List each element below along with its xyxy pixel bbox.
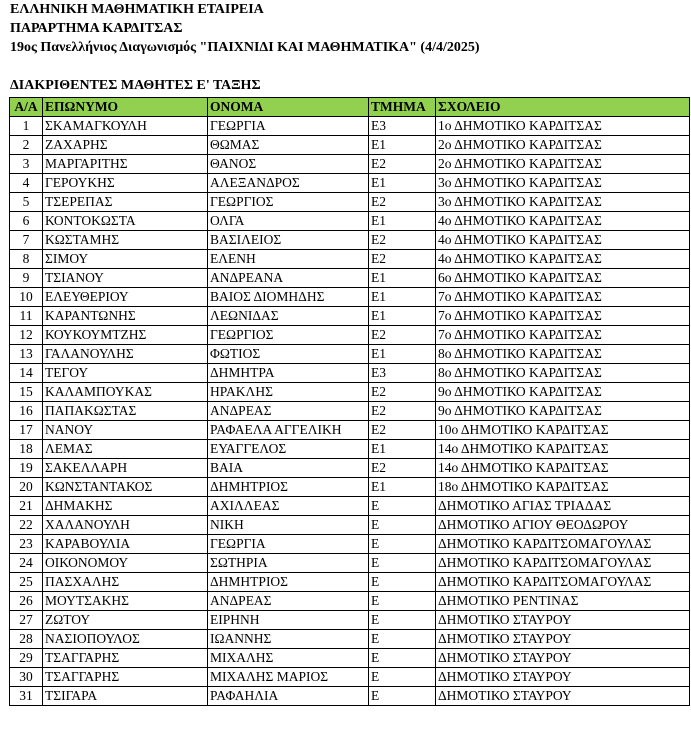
table-header-row <box>10 98 690 117</box>
table-row <box>10 117 690 136</box>
cell-school: ΔΗΜΟΤΙΚΟ ΑΓΙΑΣ ΤΡΙΑΔΑΣ <box>436 497 690 516</box>
cell-school: ΔΗΜΟΤΙΚΟ ΣΤΑΥΡΟΥ <box>436 649 690 668</box>
cell-surname: ΤΣΑΓΓΑΡΗΣ <box>43 668 208 687</box>
branch-title: ΠΑΡΑΡΤΗΜΑ ΚΑΡΔΙΤΣΑΣ <box>10 21 183 36</box>
cell-surname: ΚΩΣΤΑΜΗΣ <box>43 231 208 250</box>
column-header-name: ΟΝΟΜΑ <box>208 98 369 117</box>
cell-name: ΘΩΜΑΣ <box>208 136 369 155</box>
cell-surname: ΣΑΚΕΛΛΑΡΗ <box>43 459 208 478</box>
cell-surname: ΓΑΛΑΝΟΥΛΗΣ <box>43 345 208 364</box>
table-row <box>10 212 690 231</box>
cell-name: ΔΗΜΗΤΡΑ <box>208 364 369 383</box>
cell-class: Ε1 <box>369 307 436 326</box>
cell-name: ΛΕΩΝΙΔΑΣ <box>208 307 369 326</box>
cell-surname: ΛΕΜΑΣ <box>43 440 208 459</box>
cell-class: Ε3 <box>369 117 436 136</box>
cell-class: Ε <box>369 554 436 573</box>
cell-class: Ε <box>369 516 436 535</box>
cell-school: 14ο ΔΗΜΟΤΙΚΟ ΚΑΡΔΙΤΣΑΣ <box>436 459 690 478</box>
cell-class: Ε2 <box>369 193 436 212</box>
cell-school: 4ο ΔΗΜΟΤΙΚΟ ΚΑΡΔΙΤΣΑΣ <box>436 212 690 231</box>
cell-class: Ε1 <box>369 440 436 459</box>
cell-surname: ΕΛΕΥΘΕΡΙΟΥ <box>43 288 208 307</box>
cell-aa: 18 <box>10 440 43 459</box>
cell-school: 9ο ΔΗΜΟΤΙΚΟ ΚΑΡΔΙΤΣΑΣ <box>436 402 690 421</box>
cell-class: Ε <box>369 497 436 516</box>
cell-surname: ΠΑΣΧΑΛΗΣ <box>43 573 208 592</box>
cell-surname: ΤΣΑΓΓΑΡΗΣ <box>43 649 208 668</box>
cell-name: ΓΕΩΡΓΙΑ <box>208 117 369 136</box>
cell-class: Ε <box>369 592 436 611</box>
column-header-school: ΣΧΟΛΕΙΟ <box>436 98 690 117</box>
cell-school: 4ο ΔΗΜΟΤΙΚΟ ΚΑΡΔΙΤΣΑΣ <box>436 231 690 250</box>
cell-aa: 31 <box>10 687 43 706</box>
cell-school: 10ο ΔΗΜΟΤΙΚΟ ΚΑΡΔΙΤΣΑΣ <box>436 421 690 440</box>
cell-class: Ε <box>369 630 436 649</box>
cell-name: ΡΑΦΑΗΛΙΑ <box>208 687 369 706</box>
cell-name: ΝΙΚΗ <box>208 516 369 535</box>
table-row <box>10 478 690 497</box>
cell-class: Ε2 <box>369 383 436 402</box>
cell-name: ΒΑΣΙΛΕΙΟΣ <box>208 231 369 250</box>
cell-school: 1ο ΔΗΜΟΤΙΚΟ ΚΑΡΔΙΤΣΑΣ <box>436 117 690 136</box>
organization-title: ΕΛΛΗΝΙΚΗ ΜΑΘΗΜΑΤΙΚΗ ΕΤΑΙΡΕΙΑ <box>10 2 264 17</box>
table-row <box>10 421 690 440</box>
cell-class: Ε1 <box>369 136 436 155</box>
cell-class: Ε1 <box>369 174 436 193</box>
cell-school: 3ο ΔΗΜΟΤΙΚΟ ΚΑΡΔΙΤΣΑΣ <box>436 193 690 212</box>
cell-class: Ε <box>369 687 436 706</box>
cell-name: ΑΝΔΡΕΑΝΑ <box>208 269 369 288</box>
table-row <box>10 231 690 250</box>
cell-aa: 7 <box>10 231 43 250</box>
cell-class: Ε <box>369 573 436 592</box>
cell-name: ΗΡΑΚΛΗΣ <box>208 383 369 402</box>
cell-surname: ΓΕΡΟΥΚΗΣ <box>43 174 208 193</box>
cell-surname: ΖΑΧΑΡΗΣ <box>43 136 208 155</box>
cell-class: Ε2 <box>369 421 436 440</box>
table-row <box>10 573 690 592</box>
table-row <box>10 440 690 459</box>
table-row <box>10 649 690 668</box>
table-row <box>10 402 690 421</box>
cell-class: Ε <box>369 535 436 554</box>
cell-name: ΒΑΙΟΣ ΔΙΟΜΗΔΗΣ <box>208 288 369 307</box>
cell-name: ΡΑΦΑΕΛΑ ΑΓΓΕΛΙΚΗ <box>208 421 369 440</box>
cell-name: ΑΝΔΡΕΑΣ <box>208 402 369 421</box>
cell-school: 18ο ΔΗΜΟΤΙΚΟ ΚΑΡΔΙΤΣΑΣ <box>436 478 690 497</box>
table-body <box>10 117 690 706</box>
cell-class: Ε2 <box>369 402 436 421</box>
cell-surname: ΣΚΑΜΑΓΚΟΥΛΗ <box>43 117 208 136</box>
cell-surname: ΝΑΝΟΥ <box>43 421 208 440</box>
cell-name: ΓΕΩΡΓΙΟΣ <box>208 193 369 212</box>
cell-class: Ε3 <box>369 364 436 383</box>
table-row <box>10 630 690 649</box>
cell-school: ΔΗΜΟΤΙΚΟ ΣΤΑΥΡΟΥ <box>436 668 690 687</box>
cell-class: Ε2 <box>369 155 436 174</box>
table-row <box>10 307 690 326</box>
table-row <box>10 459 690 478</box>
table-row <box>10 611 690 630</box>
cell-surname: ΔΗΜΑΚΗΣ <box>43 497 208 516</box>
column-header-aa: Α/Α <box>10 98 43 117</box>
cell-surname: ΚΑΛΑΜΠΟΥΚΑΣ <box>43 383 208 402</box>
cell-class: Ε <box>369 668 436 687</box>
cell-surname: ΚΟΥΚΟΥΜΤΖΗΣ <box>43 326 208 345</box>
cell-name: ΒΑΙΑ <box>208 459 369 478</box>
cell-name: ΑΛΕΞΑΝΔΡΟΣ <box>208 174 369 193</box>
cell-aa: 1 <box>10 117 43 136</box>
cell-name: ΑΧΙΛΛΕΑΣ <box>208 497 369 516</box>
section-title: ΔΙΑΚΡΙΘΕΝΤΕΣ ΜΑΘΗΤΕΣ Ε' ΤΑΞΗΣ <box>10 78 261 93</box>
cell-surname: ΜΟΥΤΣΑΚΗΣ <box>43 592 208 611</box>
cell-class: Ε1 <box>369 269 436 288</box>
cell-aa: 13 <box>10 345 43 364</box>
cell-aa: 25 <box>10 573 43 592</box>
cell-name: ΜΙΧΑΛΗΣ <box>208 649 369 668</box>
cell-aa: 10 <box>10 288 43 307</box>
cell-class: Ε1 <box>369 478 436 497</box>
table-row <box>10 383 690 402</box>
table-row <box>10 288 690 307</box>
cell-school: ΔΗΜΟΤΙΚΟ ΚΑΡΔΙΤΣΟΜΑΓΟΥΛΑΣ <box>436 554 690 573</box>
cell-name: ΔΗΜΗΤΡΙΟΣ <box>208 573 369 592</box>
cell-school: 7ο ΔΗΜΟΤΙΚΟ ΚΑΡΔΙΤΣΑΣ <box>436 288 690 307</box>
cell-school: ΔΗΜΟΤΙΚΟ ΑΓΙΟΥ ΘΕΟΔΩΡΟΥ <box>436 516 690 535</box>
table-row <box>10 668 690 687</box>
cell-surname: ΤΕΓΟΥ <box>43 364 208 383</box>
cell-aa: 23 <box>10 535 43 554</box>
cell-class: Ε2 <box>369 326 436 345</box>
table-row <box>10 326 690 345</box>
cell-aa: 21 <box>10 497 43 516</box>
cell-aa: 5 <box>10 193 43 212</box>
cell-name: ΦΩΤΙΟΣ <box>208 345 369 364</box>
cell-surname: ΣΙΜΟΥ <box>43 250 208 269</box>
results-table <box>9 97 690 706</box>
cell-class: Ε1 <box>369 345 436 364</box>
cell-name: ΟΛΓΑ <box>208 212 369 231</box>
cell-surname: ΠΑΠΑΚΩΣΤΑΣ <box>43 402 208 421</box>
table-row <box>10 269 690 288</box>
column-header-surname: ΕΠΩΝΥΜΟ <box>43 98 208 117</box>
table-row <box>10 136 690 155</box>
table-row <box>10 554 690 573</box>
cell-surname: ΧΑΛΑΝΟΥΛΗ <box>43 516 208 535</box>
cell-surname: ΟΙΚΟΝΟΜΟΥ <box>43 554 208 573</box>
cell-aa: 26 <box>10 592 43 611</box>
cell-school: 3ο ΔΗΜΟΤΙΚΟ ΚΑΡΔΙΤΣΑΣ <box>436 174 690 193</box>
cell-surname: ΤΣΕΡΕΠΑΣ <box>43 193 208 212</box>
cell-aa: 11 <box>10 307 43 326</box>
cell-name: ΓΕΩΡΓΙΟΣ <box>208 326 369 345</box>
cell-aa: 17 <box>10 421 43 440</box>
cell-name: ΕΥΑΓΓΕΛΟΣ <box>208 440 369 459</box>
cell-school: 6ο ΔΗΜΟΤΙΚΟ ΚΑΡΔΙΤΣΑΣ <box>436 269 690 288</box>
cell-school: ΔΗΜΟΤΙΚΟ ΣΤΑΥΡΟΥ <box>436 687 690 706</box>
cell-school: 4ο ΔΗΜΟΤΙΚΟ ΚΑΡΔΙΤΣΑΣ <box>436 250 690 269</box>
cell-aa: 24 <box>10 554 43 573</box>
cell-aa: 9 <box>10 269 43 288</box>
cell-aa: 8 <box>10 250 43 269</box>
cell-surname: ΜΑΡΓΑΡΙΤΗΣ <box>43 155 208 174</box>
cell-school: ΔΗΜΟΤΙΚΟ ΚΑΡΔΙΤΣΟΜΑΓΟΥΛΑΣ <box>436 573 690 592</box>
table-row <box>10 155 690 174</box>
cell-aa: 3 <box>10 155 43 174</box>
cell-school: ΔΗΜΟΤΙΚΟ ΣΤΑΥΡΟΥ <box>436 611 690 630</box>
cell-class: Ε2 <box>369 231 436 250</box>
cell-school: 8ο ΔΗΜΟΤΙΚΟ ΚΑΡΔΙΤΣΑΣ <box>436 345 690 364</box>
table-row <box>10 345 690 364</box>
table-row <box>10 250 690 269</box>
cell-school: 8ο ΔΗΜΟΤΙΚΟ ΚΑΡΔΙΤΣΑΣ <box>436 364 690 383</box>
cell-class: Ε1 <box>369 212 436 231</box>
cell-aa: 12 <box>10 326 43 345</box>
cell-name: ΕΙΡΗΝΗ <box>208 611 369 630</box>
table-row <box>10 497 690 516</box>
cell-class: Ε <box>369 611 436 630</box>
cell-school: 7ο ΔΗΜΟΤΙΚΟ ΚΑΡΔΙΤΣΑΣ <box>436 307 690 326</box>
cell-school: 2ο ΔΗΜΟΤΙΚΟ ΚΑΡΔΙΤΣΑΣ <box>436 136 690 155</box>
cell-aa: 19 <box>10 459 43 478</box>
table-row <box>10 516 690 535</box>
cell-surname: ΚΩΝΣΤΑΝΤΑΚΟΣ <box>43 478 208 497</box>
cell-aa: 6 <box>10 212 43 231</box>
cell-surname: ΚΑΡΑΒΟΥΛΙΑ <box>43 535 208 554</box>
table-row <box>10 193 690 212</box>
table-row <box>10 535 690 554</box>
cell-name: ΑΝΔΡΕΑΣ <box>208 592 369 611</box>
table-row <box>10 687 690 706</box>
cell-surname: ΝΑΣΙΟΠΟΥΛΟΣ <box>43 630 208 649</box>
cell-aa: 2 <box>10 136 43 155</box>
cell-school: 14ο ΔΗΜΟΤΙΚΟ ΚΑΡΔΙΤΣΑΣ <box>436 440 690 459</box>
column-header-class: ΤΜΗΜΑ <box>369 98 436 117</box>
cell-aa: 4 <box>10 174 43 193</box>
cell-aa: 16 <box>10 402 43 421</box>
table-row <box>10 364 690 383</box>
cell-name: ΔΗΜΗΤΡΙΟΣ <box>208 478 369 497</box>
cell-aa: 30 <box>10 668 43 687</box>
table-row <box>10 592 690 611</box>
cell-name: ΜΙΧΑΛΗΣ ΜΑΡΙΟΣ <box>208 668 369 687</box>
cell-class: Ε2 <box>369 459 436 478</box>
cell-aa: 15 <box>10 383 43 402</box>
cell-aa: 28 <box>10 630 43 649</box>
cell-surname: ΤΣΙΓΑΡΑ <box>43 687 208 706</box>
cell-school: ΔΗΜΟΤΙΚΟ ΚΑΡΔΙΤΣΟΜΑΓΟΥΛΑΣ <box>436 535 690 554</box>
table-row <box>10 174 690 193</box>
cell-class: Ε <box>369 649 436 668</box>
cell-name: ΓΕΩΡΓΙΑ <box>208 535 369 554</box>
cell-aa: 29 <box>10 649 43 668</box>
cell-name: ΣΩΤΗΡΙΑ <box>208 554 369 573</box>
cell-school: 2ο ΔΗΜΟΤΙΚΟ ΚΑΡΔΙΤΣΑΣ <box>436 155 690 174</box>
cell-aa: 27 <box>10 611 43 630</box>
cell-aa: 20 <box>10 478 43 497</box>
document-header <box>10 0 480 57</box>
cell-name: ΙΩΑΝΝΗΣ <box>208 630 369 649</box>
cell-school: ΔΗΜΟΤΙΚΟ ΣΤΑΥΡΟΥ <box>436 630 690 649</box>
cell-aa: 22 <box>10 516 43 535</box>
cell-surname: ΚΟΝΤΟΚΩΣΤΑ <box>43 212 208 231</box>
cell-name: ΘΑΝΟΣ <box>208 155 369 174</box>
cell-school: 9ο ΔΗΜΟΤΙΚΟ ΚΑΡΔΙΤΣΑΣ <box>436 383 690 402</box>
competition-title: 19ος Πανελλήνιος Διαγωνισμός "ΠΑΙΧΝΙΔΙ ΚΑΙ ΜΑΘΗΜΑΤΙΚΑ" (4/4/2025) <box>10 40 480 55</box>
cell-surname: ΖΩΤΟΥ <box>43 611 208 630</box>
cell-class: Ε2 <box>369 250 436 269</box>
cell-school: ΔΗΜΟΤΙΚΟ ΡΕΝΤΙΝΑΣ <box>436 592 690 611</box>
cell-name: ΕΛΕΝΗ <box>208 250 369 269</box>
cell-class: Ε1 <box>369 288 436 307</box>
cell-aa: 14 <box>10 364 43 383</box>
cell-school: 7ο ΔΗΜΟΤΙΚΟ ΚΑΡΔΙΤΣΑΣ <box>436 326 690 345</box>
cell-surname: ΤΣΙΑΝΟΥ <box>43 269 208 288</box>
cell-surname: ΚΑΡΑΝΤΩΝΗΣ <box>43 307 208 326</box>
